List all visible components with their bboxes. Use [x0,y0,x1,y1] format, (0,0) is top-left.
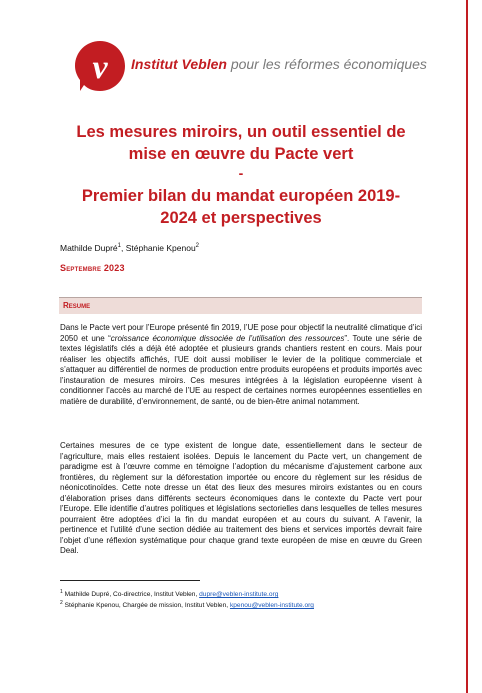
author-2-footnote-ref[interactable]: 2 [195,243,200,250]
paragraph-1-intro: Dans le Pacte vert pour l’Europe présenté fin 2019, l’UE pose pour objectif la neutralité climatique d’ici 2050 et une “ [60,323,422,343]
institut-veblen-logo [74,40,126,92]
svg-text:v: v [92,49,108,86]
brand-title: Institut Veblen [131,56,227,72]
title-line-3: Premier bilan du mandat européen 2019- [81,187,401,205]
author-2: Stéphanie Kpenou [125,243,196,253]
footnote-2-email-link[interactable]: kpenou@veblen-institute.org [229,602,314,610]
footnote-2-text: Stéphanie Kpenou, Chargée de mission, Institut Veblen, [62,602,230,610]
authors-line [60,243,199,253]
document-subtitle [60,185,422,229]
page-margin-rule [466,0,468,693]
author-separator: , [120,243,126,253]
author-1: Mathilde Dupré [60,243,118,253]
resume-section-header [59,297,422,314]
footnote-divider [60,580,200,581]
paragraph-1-quote: croissance économique dissociée de l’utilisation des ressources [110,333,345,343]
title-line-1: Les mesures miroirs, un outil essentiel de [76,123,406,141]
footnote-2-ref: 2 [60,600,63,606]
brand-name [131,56,427,72]
document-title [60,121,422,165]
author-1-footnote-ref[interactable]: 1 [117,243,121,250]
resume-paragraph-1 [60,323,422,407]
title-line-2: mise en œuvre du Pacte vert [128,145,354,163]
footnote-1-ref: 1 [60,589,63,595]
footnote-1-text: Mathilde Dupré, Co-directrice, Institut Veblen, [62,591,200,599]
footnote-2 [60,600,314,609]
footnote-1-email-link[interactable]: dupre@veblen-institute.org [199,591,279,599]
resume-label: Resume [63,301,91,310]
resume-paragraph-2: Certaines mesures de ce type existent de longue date, essentiellement dans le secteur de l’agriculture, mais elles restaient isolées. Depuis le lancement du Pacte vert, un changement de paradigme est à l’œuvre comme en témoigne l’adoption du mécanisme d’ajustement carbone aux frontières, du règlement sur la déforestation importée ou encore du règlement sur les résidus de néonicotinoïdes. Cette note dresse un état des lieux des mesures miroirs existantes ou en cours d’élaboration prises dans différents secteurs économiques dans le contexte du Pacte vert pour l’Europe. Elle identifie d’autres politiques et législations sectorielles dans lesquelles de telles mesures pourraient être adoptées d’ici la fin du mandat européen et au cours du suivant. A l’avenir, la pertinence et l’utilité d’une section dédiée au traitement des biens et services importés devrait faire l’objet d’une réflexion systématique pour chaque grand texte européen de mise en œuvre du Green Deal. [60,441,422,556]
publication-date: Septembre 2023 [60,263,125,273]
brand-tagline: pour les réformes économiques [230,56,427,72]
paragraph-1-body: ”. Toute une série de textes législatifs clés a déjà été adoptée et plusieurs grands chantiers restent en cours. Mais pour réaliser les objectifs affichés, l’UE doit aussi mobiliser le levier de la politique commerciale et s’attaquer au différentiel de normes de production entre produits européens et produits importés avec l’instauration de mesures miroirs. Ces mesures intégrées à la législation européenne visent à conditionner l’accès au marché de l’UE au respect de certaines normes européennes essentielles en matière de durabilité, d’environnement, de santé, ou de bien-être animal notamment. [60,333,422,406]
title-separator: - [238,165,244,181]
footnote-1 [60,589,278,598]
title-line-4: 2024 et perspectives [160,209,322,227]
